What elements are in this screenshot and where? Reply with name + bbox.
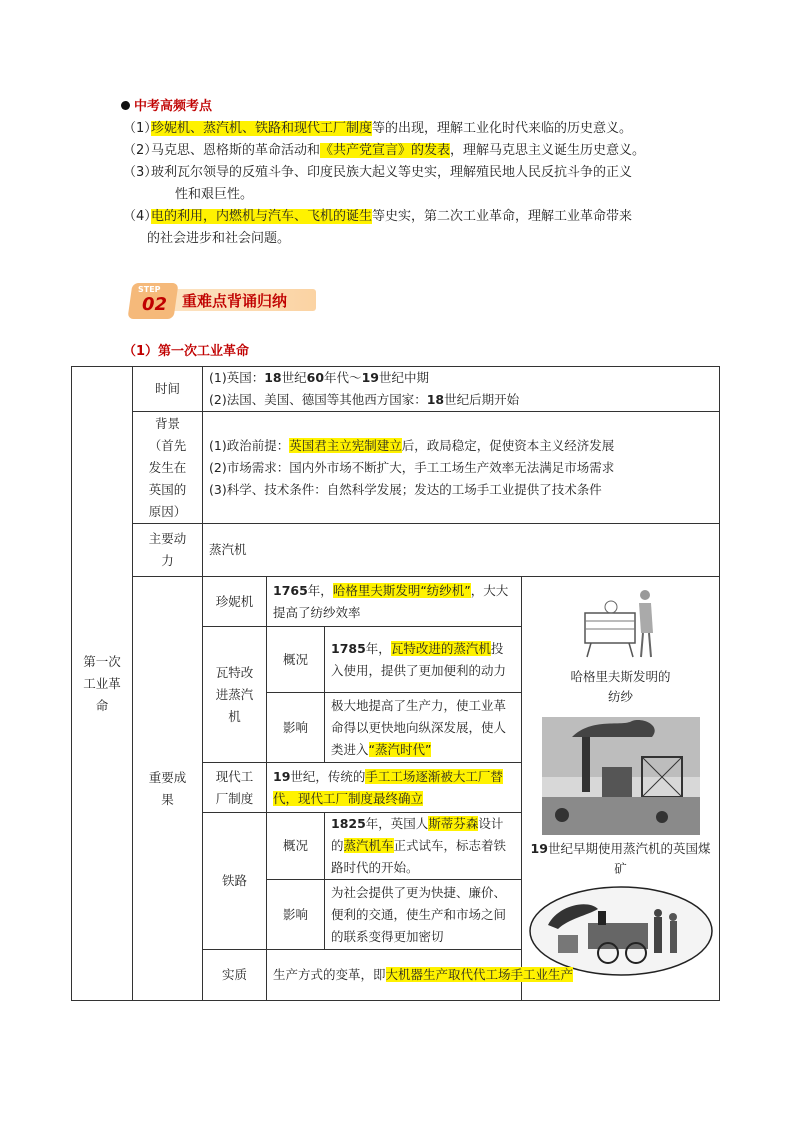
key-points-list — [123, 118, 683, 250]
step-badge-text: STEP — [138, 285, 161, 294]
watt-label: 瓦特改进蒸汽机 — [203, 627, 267, 763]
background-label: 背景（首先发生在英国的原因） — [133, 412, 203, 524]
time-value: (1)英国：18世纪60年代～19世纪中期 (2)法国、美国、德国等其他西方国家：18世纪后期开始 — [203, 367, 720, 412]
key-points-title: 中考高频考点 — [121, 95, 212, 114]
achievements-label: 重要成果 — [133, 577, 203, 1001]
illustrations — [522, 577, 720, 1001]
main-label: 第一次工业革命 — [72, 367, 133, 1001]
essence-value: 生产方式的变革，即大机器生产取代代工场手工业生产 — [267, 950, 720, 1001]
jenny-caption: 哈格里夫斯发明的纺纱 — [570, 669, 671, 704]
watt-impact-value: 极大地提高了生产力，使工业革命得以更快地向纵深发展，使人类进入“蒸汽时代” — [325, 693, 522, 763]
list-item: （2） 马克思、恩格斯的革命活动和《共产党宣言》的发表，理解马克思主义诞生历史意义。 — [123, 143, 646, 158]
railway-overview-label: 概况 — [267, 813, 325, 880]
coal-mine-image — [542, 717, 700, 835]
watt-impact-label: 影响 — [267, 693, 325, 763]
factory-value: 19世纪，传统的手工工场逐渐被大工厂替代，现代工厂制度最终确立 — [267, 763, 522, 813]
step-banner — [130, 283, 318, 317]
railway-overview-value: 1825年，英国人斯蒂芬森设计的蒸汽机车正式试车，标志着铁路时代的开始。 — [325, 813, 522, 880]
watt-overview-value: 1785年，瓦特改进的蒸汽机投入使用，提供了更加便利的动力 — [325, 627, 522, 693]
power-label: 主要动力 — [133, 524, 203, 577]
section-title: （1）第一次工业革命 — [123, 344, 250, 359]
step-badge-number: 02 — [142, 294, 168, 315]
step-label: 重难点背诵归纳 — [182, 292, 288, 310]
spinning-jenny-image — [581, 583, 661, 661]
bullet-icon — [121, 101, 130, 110]
power-value: 蒸汽机 — [203, 524, 720, 577]
railway-impact-value: 为社会提供了更为快捷、廉价、便利的交通，使生产和市场之间的联系变得更加密切 — [325, 880, 522, 950]
list-item: （3） 玻利瓦尔领导的反殖斗争、印度民族大起义等史实，理解殖民地人民反抗斗争的正义 性和艰巨性。 — [123, 165, 633, 202]
list-item: （1） 珍妮机、蒸汽机、铁路和现代工厂制度等的出现，理解工业化时代来临的历史意义。 — [123, 121, 633, 136]
background-value: (1)政治前提：英国君主立宪制建立后，政局稳定，促使资本主义经济发展 (2)市场需求：国内外市场不断扩大，手工工场生产效率无法满足市场需求 (3)科学、技术条件：自然科学发展；发达的工场手工业提供了技术条件 — [203, 412, 720, 524]
watt-overview-label: 概况 — [267, 627, 325, 693]
jenny-value: 1765年，哈格里夫斯发明“纺纱机”，大大提高了纺纱效率 — [267, 577, 522, 627]
essence-label: 实质 — [203, 950, 267, 1001]
coal-caption: 19世纪早期使用蒸汽机的英国煤矿 — [530, 841, 711, 876]
jenny-label: 珍妮机 — [203, 577, 267, 627]
list-item: （4） 电的利用，内燃机与汽车、飞机的诞生等史实，第二次工业革命，理解工业革命带来 的社会进步和社会问题。 — [123, 209, 633, 246]
factory-label: 现代工厂制度 — [203, 763, 267, 813]
railway-impact-label: 影响 — [267, 880, 325, 950]
revolution-table — [71, 366, 720, 1001]
railway-label: 铁路 — [203, 813, 267, 950]
time-label: 时间 — [133, 367, 203, 412]
